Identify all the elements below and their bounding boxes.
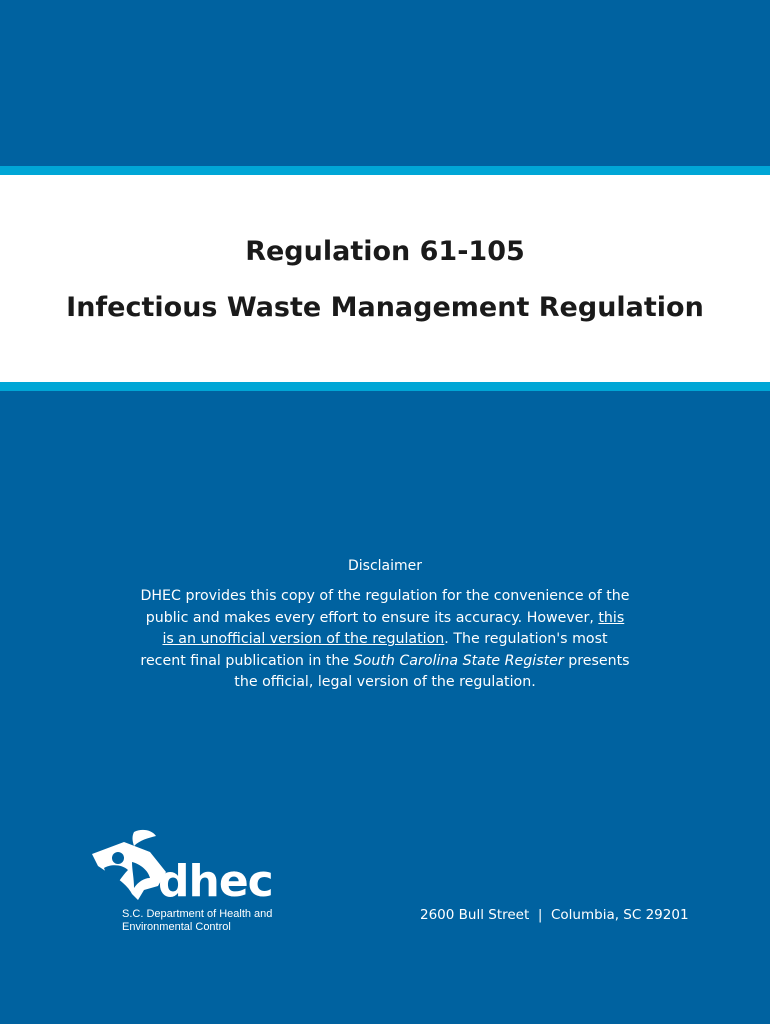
- disclaimer-block: [140, 558, 630, 694]
- disclaimer-heading: Disclaimer: [347, 558, 423, 574]
- dhec-caption: [122, 908, 272, 934]
- regulation-title: Infectious Waste Management Regulation: [66, 292, 704, 323]
- regulation-number: Regulation 61-105: [245, 236, 525, 267]
- top-accent-stripe: [0, 166, 770, 175]
- unofficial-version-note: this is an unofficial version of the regulation: [162, 609, 625, 647]
- dhec-wordmark: dhec: [158, 856, 273, 907]
- bottom-accent-stripe: [0, 382, 770, 391]
- footer-address: 2600 Bull Street | Columbia, SC 29201: [420, 907, 689, 923]
- dhec-caption-line-2: Environmental Control: [122, 921, 231, 933]
- disclaimer-text-1: DHEC provides this copy of the regulation for the convenience of the public and makes every effort to ensure its accuracy. However,: [140, 588, 630, 626]
- dhec-logo: [88, 828, 288, 938]
- disclaimer-text-2: . The regulation's most recent final publication in the: [140, 631, 608, 669]
- disclaimer-text-3: presents the official, legal version of the regulation.: [234, 652, 630, 690]
- dhec-caption-line-1: S.C. Department of Health and: [122, 908, 273, 920]
- disclaimer-body: [140, 586, 630, 694]
- state-register-name: South Carolina State Register: [353, 652, 564, 669]
- title-band: [0, 175, 770, 382]
